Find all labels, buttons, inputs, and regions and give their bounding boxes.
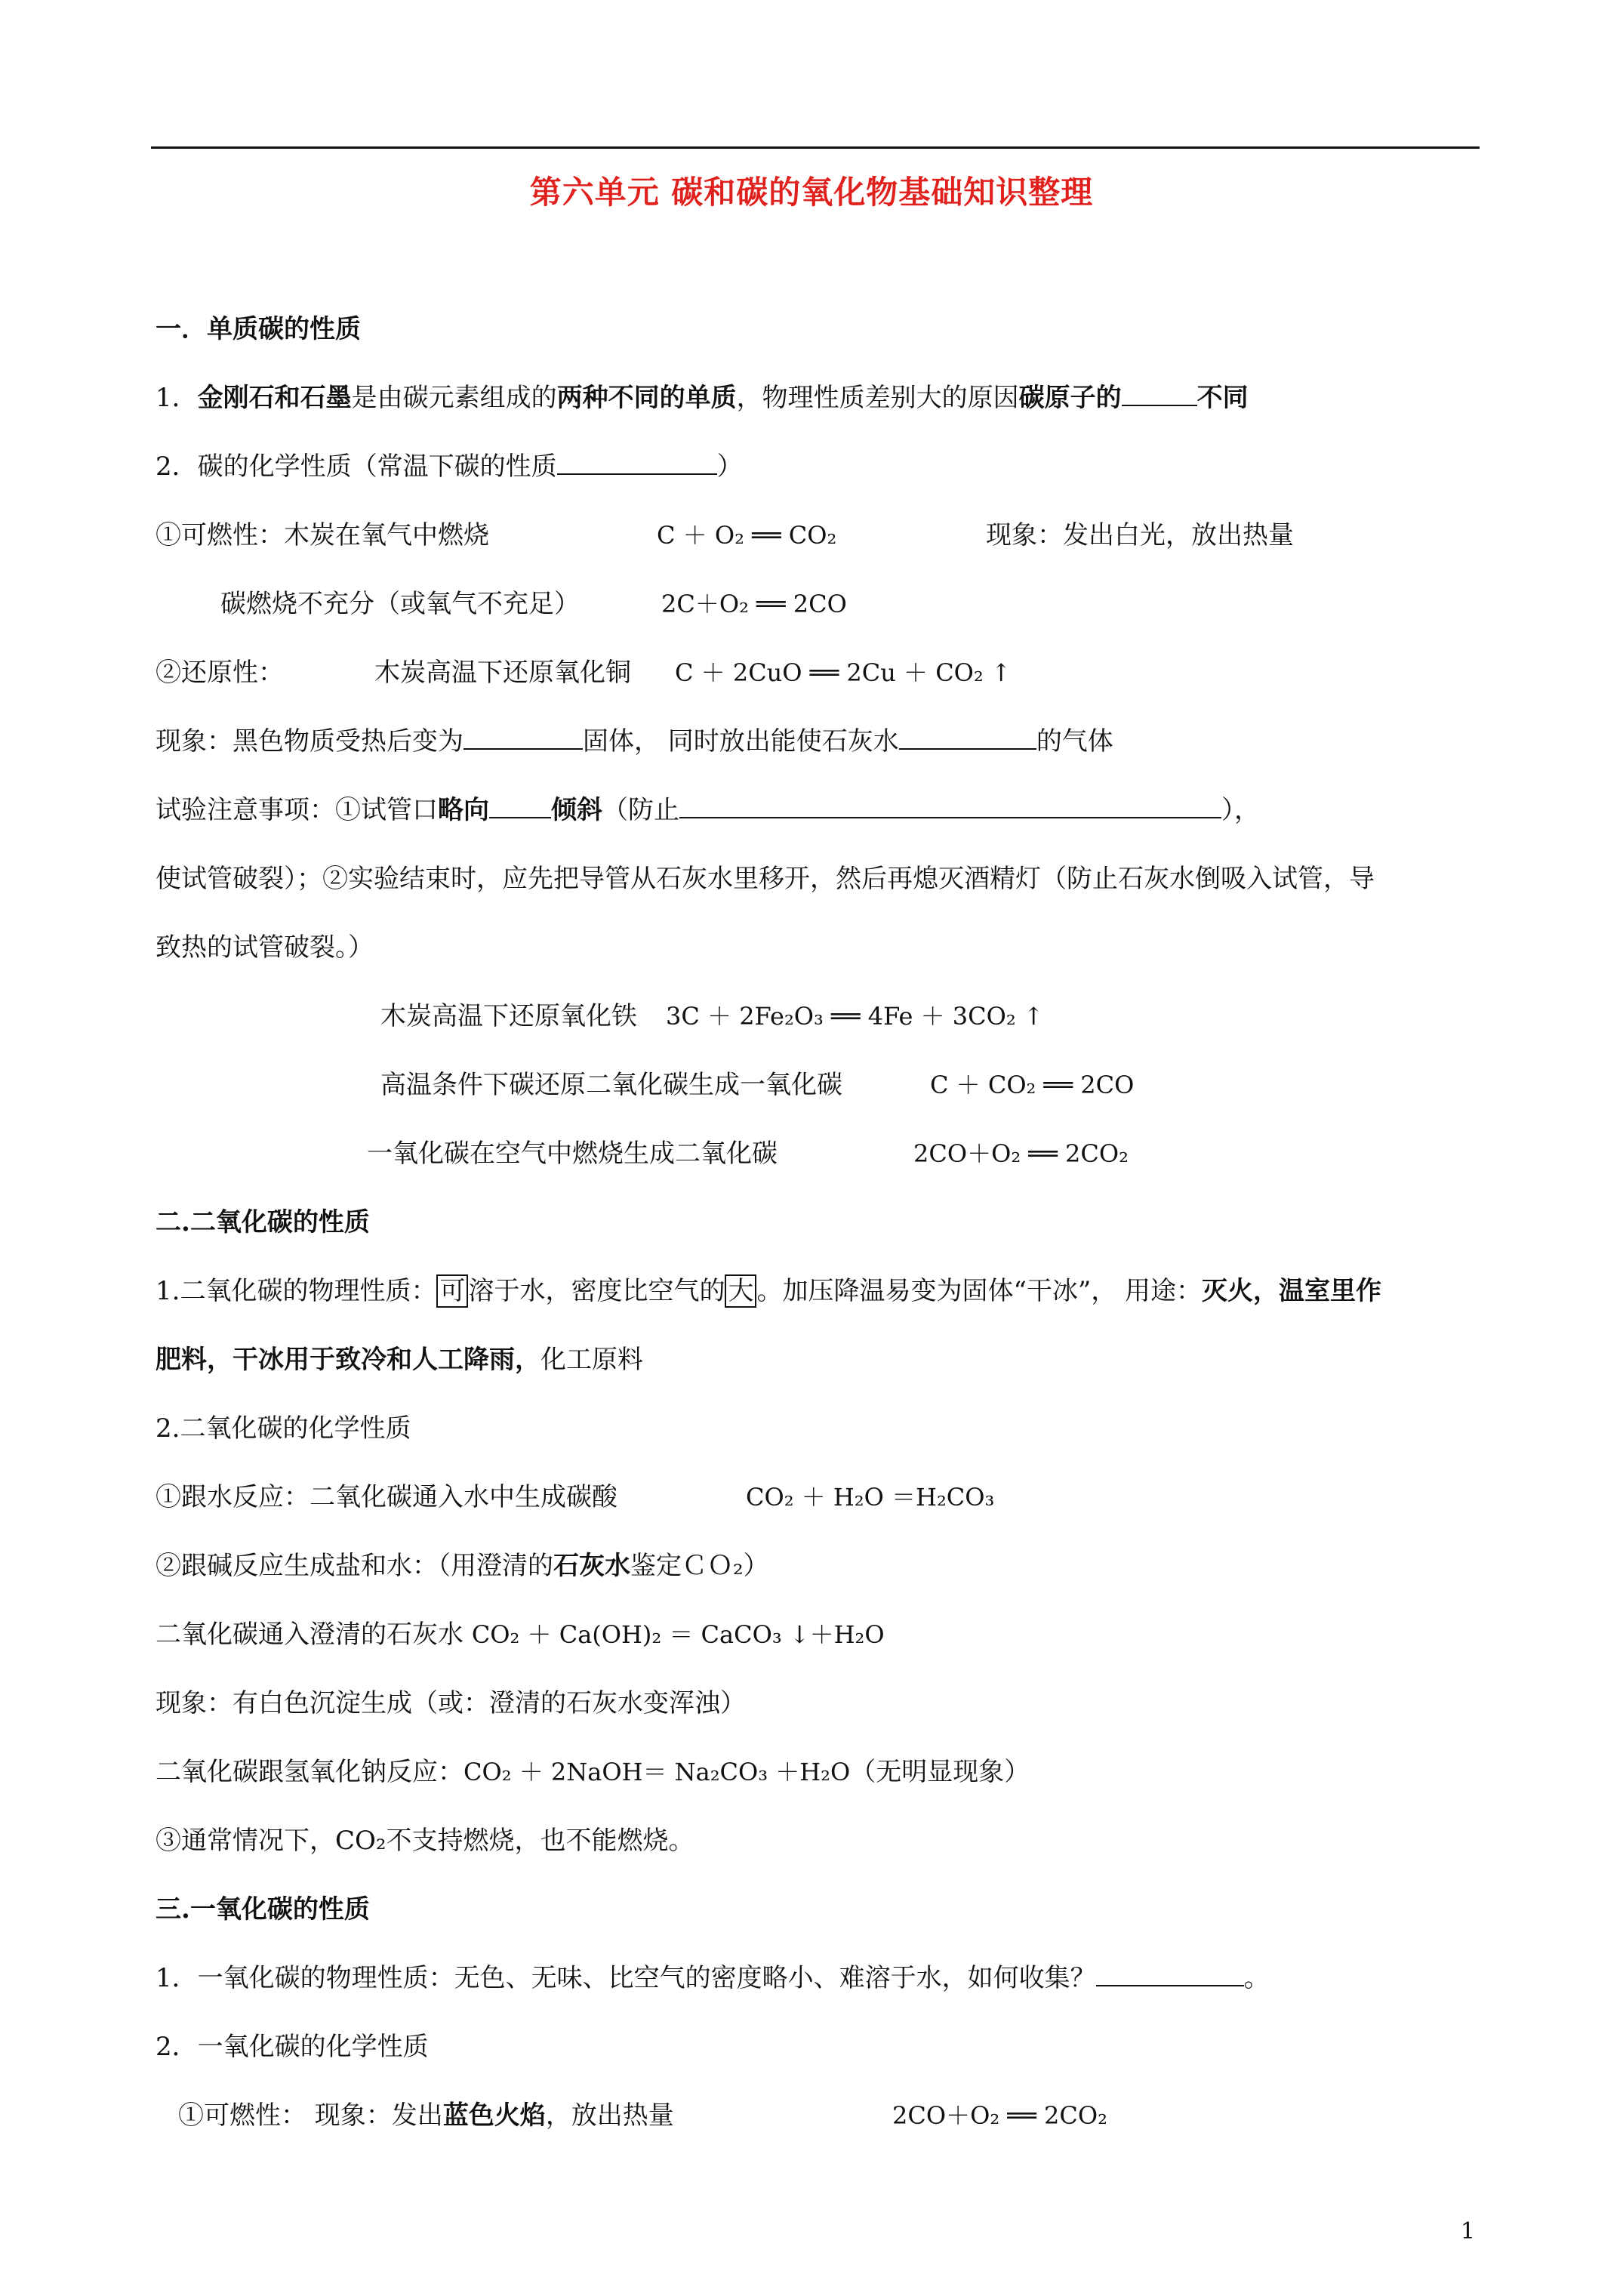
section-heading: 三.一氧化碳的性质: [156, 1894, 370, 1925]
text-line: [156, 1616, 885, 1653]
text-line: [156, 380, 1249, 416]
text-line: 致热的试管破裂。）: [156, 932, 374, 963]
text-line: ①可燃性：木炭在氧气中燃烧: [156, 520, 489, 550]
text-line: ③通常情况下，CO₂不支持燃烧，也不能燃烧。: [156, 1826, 694, 1856]
text: ）: [716, 451, 743, 482]
text-line: ①跟水反应：二氧化碳通入水中生成碳酸: [156, 1482, 617, 1512]
text-line: 现象：发出白光，放出热量: [986, 520, 1294, 550]
text: 溶于水，密度比空气的: [468, 1276, 725, 1306]
text-line: 现象：有白色沉淀生成（或：澄清的石灰水变浑浊）: [156, 1688, 746, 1718]
equation: C ＋ O₂ ══ CO₂: [657, 521, 837, 550]
equation: C ＋ 2CuO ══ 2Cu ＋ CO₂ ↑: [675, 658, 1012, 687]
text-line: 使试管破裂）；②实验结束时，应先把导管从石灰水里移开，然后再熄灭酒精灯（防止石灰水倒吸入试管，导: [156, 864, 1375, 894]
text-line: [156, 1960, 1270, 1996]
blank-line: [557, 451, 717, 475]
text-line: [178, 2097, 674, 2134]
section-heading: 一．单质碳的性质: [156, 314, 361, 344]
boxed-answer: 大: [725, 1274, 756, 1308]
bold-text: 灭火，温室里作: [1202, 1276, 1382, 1306]
text: 是由碳元素组成的: [351, 383, 557, 413]
equation: CO₂ ＋ H₂O ＝H₂CO₃: [746, 1483, 995, 1512]
bold-text: 金刚石和石墨: [197, 383, 352, 413]
bold-text: 倾斜: [551, 795, 602, 825]
text: ），: [1221, 795, 1260, 825]
text-line: ②还原性：: [156, 658, 284, 688]
text-line: 碳燃烧不充分（或氧气不充足）: [220, 589, 580, 619]
blank-line: [899, 726, 1036, 750]
blank-line: [1096, 1962, 1244, 1986]
text: 。: [1243, 1963, 1270, 1993]
blank-line: [489, 794, 551, 818]
equation: 2CO＋O₂ ══ 2CO₂: [913, 1139, 1129, 1168]
text-line: 木炭高温下还原氧化铜: [374, 658, 631, 688]
text: （防止: [602, 795, 679, 825]
equation: C ＋ CO₂ ══ 2CO: [930, 1071, 1135, 1099]
equation: 2CO＋O₂ ══ 2CO₂: [892, 2101, 1107, 2130]
text: 1．: [156, 383, 198, 413]
text-line: [156, 1754, 1030, 1790]
blank-line: [1122, 382, 1197, 406]
text: 1.二氧化碳的物理性质：: [156, 1276, 437, 1306]
header-rule: [151, 146, 1480, 149]
text-line: 木炭高温下还原氧化铁: [380, 1001, 637, 1031]
text-line: [156, 1342, 643, 1378]
blank-line: [679, 794, 1221, 818]
text: 固体， 同时放出能使石灰水: [583, 726, 899, 757]
text: ②跟碱反应生成盐和水：（用澄清的: [156, 1551, 553, 1581]
text: （无明显现象）: [850, 1757, 1030, 1787]
text: 二氧化碳跟氢氧化钠反应：: [156, 1757, 463, 1787]
text: 。加压降温易变为固体“干冰”， 用途：: [756, 1276, 1203, 1306]
bold-text: 不同: [1196, 383, 1249, 413]
text-line: 一氧化碳在空气中燃烧生成二氧化碳: [367, 1139, 778, 1169]
text-line: 高温条件下碳还原二氧化碳生成一氧化碳: [380, 1070, 842, 1100]
section-heading: 二.二氧化碳的性质: [156, 1207, 370, 1237]
text-line: [156, 1548, 769, 1584]
blank-line: [463, 726, 583, 750]
bold-text: 两种不同的单质: [556, 383, 737, 413]
boxed-answer: 可: [436, 1274, 468, 1308]
text-line: [156, 723, 1113, 760]
text: ，放出热量: [545, 2100, 674, 2131]
text: 试验注意事项：①试管口: [156, 795, 438, 825]
equation: CO₂ ＋ Ca(OH)₂ ＝ CaCO₃ ↓＋H₂O: [471, 1620, 885, 1649]
bold-text: 蓝色火焰: [442, 2100, 546, 2131]
text: 的气体: [1036, 726, 1113, 757]
text-line: 2.二氧化碳的化学性质: [156, 1413, 411, 1444]
equation: 3C ＋ 2Fe₂O₃ ══ 4Fe ＋ 3CO₂ ↑: [666, 1002, 1044, 1031]
page-number: 1: [1460, 2218, 1475, 2245]
text: ，物理性质差别大的原因: [736, 383, 1019, 413]
text: 现象：黑色物质受热后变为: [156, 726, 463, 757]
text-line: [156, 448, 743, 485]
text: 化工原料: [540, 1345, 643, 1375]
text: ①可燃性： 现象：发出: [178, 2100, 443, 2131]
text: 二氧化碳通入澄清的石灰水: [156, 1620, 463, 1650]
bold-text: 碳原子的: [1018, 383, 1122, 413]
text: 2．碳的化学性质（常温下碳的性质: [156, 451, 557, 482]
text-line: 2．一氧化碳的化学性质: [156, 2032, 429, 2062]
text-line: [156, 792, 1260, 828]
text: 1．一氧化碳的物理性质：无色、无味、比空气的密度略小、难溶于水，如何收集？: [156, 1963, 1096, 1993]
bold-text: 肥料，干冰用于致冷和人工降雨，: [156, 1345, 540, 1375]
bold-text: 石灰水: [553, 1551, 630, 1581]
bold-text: 略向: [438, 795, 489, 825]
equation: CO₂ ＋ 2NaOH＝ Na₂CO₃ ＋H₂O: [463, 1758, 851, 1786]
text: 鉴定ＣＯ₂）: [630, 1551, 769, 1581]
text-line: [156, 1273, 1381, 1309]
page-title: 第六单元 碳和碳的氧化物基础知识整理: [529, 174, 1094, 211]
equation: 2C＋O₂ ══ 2CO: [661, 590, 847, 618]
